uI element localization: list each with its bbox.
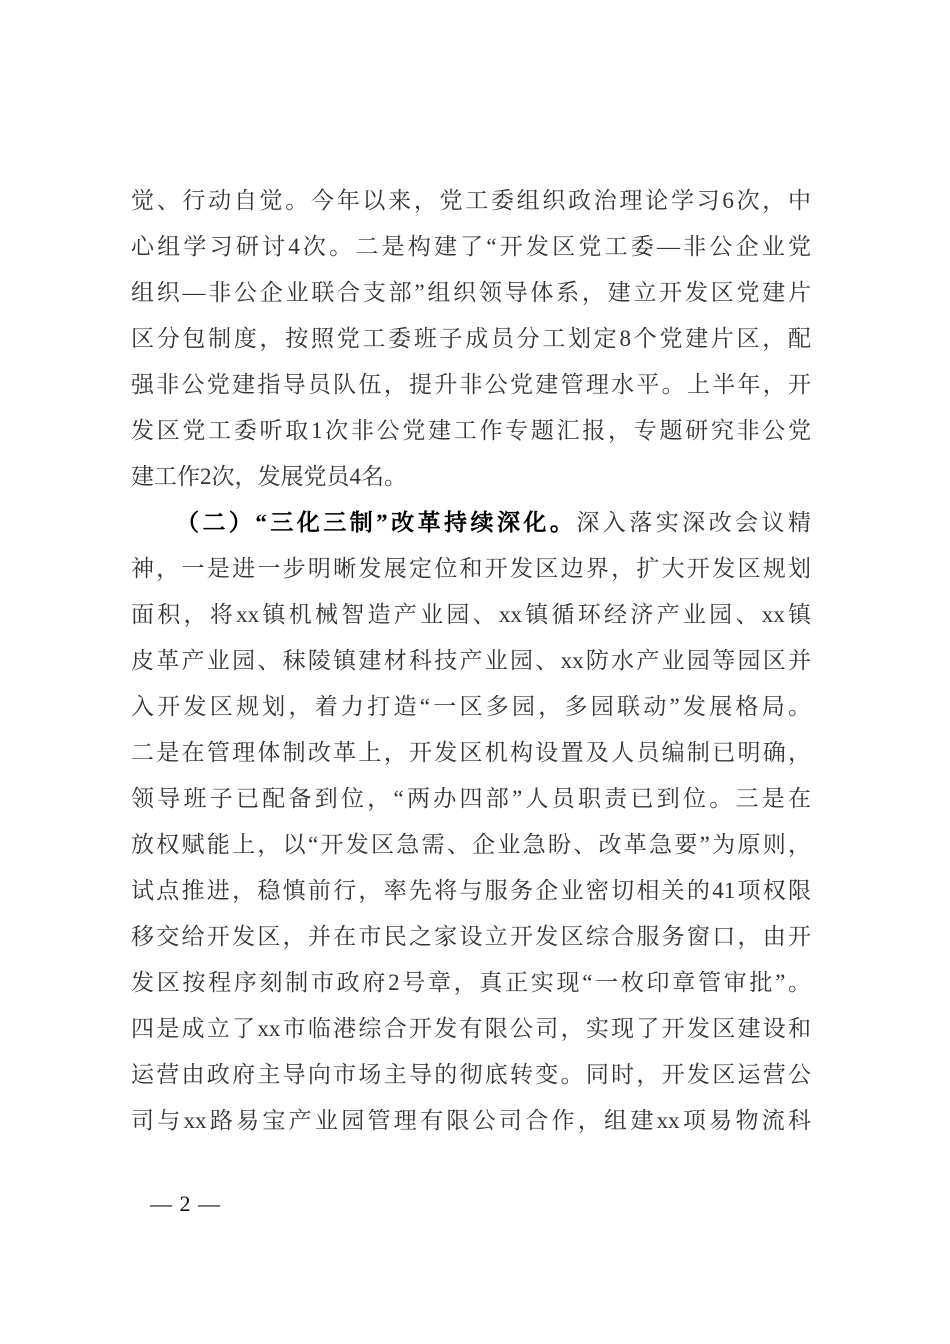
text-line: 发区党工委听取1次非公党建工作专题汇报，专题研究非公党 xyxy=(131,418,811,443)
text-line: 面积，将xx镇机械智造产业园、xx镇循环经济产业园、xx镇 xyxy=(131,602,811,627)
text-line: 领导班子已配备到位，“两办四部”人员职责已到位。三是在 xyxy=(131,786,811,811)
page-number: — 2 — xyxy=(150,1191,221,1216)
text-line: 心组学习研讨4次。二是构建了“开发区党工委—非公企业党 xyxy=(131,234,811,259)
text-line: 移交给开发区，并在市民之家设立开发区综合服务窗口，由开 xyxy=(131,924,811,949)
text-line: 觉、行动自觉。今年以来，党工委组织政治理论学习6次，中 xyxy=(131,188,811,213)
body-text xyxy=(131,178,811,1144)
text-line: 强非公党建指导员队伍，提升非公党建管理水平。上半年，开 xyxy=(131,372,811,397)
text-line: 试点推进，稳慎前行，率先将与服务企业密切相关的41项权限 xyxy=(131,878,811,903)
text-line: 放权赋能上，以“开发区急需、企业急盼、改革急要”为原则， xyxy=(131,832,811,857)
paragraph-party-building xyxy=(131,178,811,500)
text-run: 深入落实深改会议精 xyxy=(576,510,811,535)
text-line: 皮革产业园、秣陵镇建材科技产业园、xx防水产业园等园区并 xyxy=(131,648,811,673)
text-line: 司与xx路易宝产业园管理有限公司合作，组建xx项易物流科 xyxy=(131,1108,811,1133)
text-line: 四是成立了xx市临港综合开发有限公司，实现了开发区建设和 xyxy=(131,1016,811,1041)
text-line: 发区按程序刻制市政府2号章，真正实现“一枚印章管审批”。 xyxy=(131,970,811,995)
text-line: 组织—非公企业联合支部”组织领导体系，建立开发区党建片 xyxy=(131,280,811,305)
paragraph-reform xyxy=(131,500,811,1144)
text-line: 入开发区规划，着力打造“一区多园，多园联动”发展格局。 xyxy=(131,694,811,719)
text-line: 建工作2次，发展党员4名。 xyxy=(131,464,407,489)
section-heading-line xyxy=(131,500,811,546)
text-line: 运营由政府主导向市场主导的彻底转变。同时，开发区运营公 xyxy=(131,1062,811,1087)
section-heading: （二）“三化三制”改革持续深化。 xyxy=(176,510,577,535)
text-line: 区分包制度，按照党工委班子成员分工划定8个党建片区，配 xyxy=(131,326,811,351)
text-line: 二是在管理体制改革上，开发区机构设置及人员编制已明确， xyxy=(131,740,811,765)
text-line: 神，一是进一步明晰发展定位和开发区边界，扩大开发区规划 xyxy=(131,556,811,581)
